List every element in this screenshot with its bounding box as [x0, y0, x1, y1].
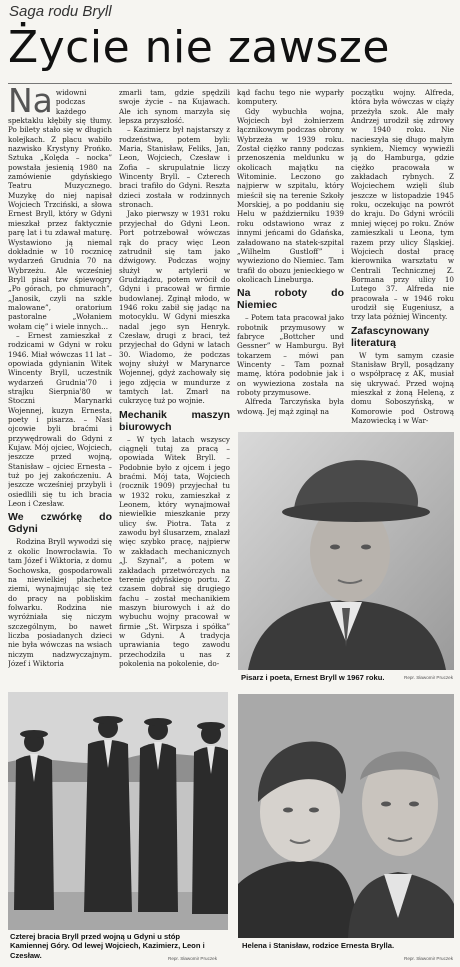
body-paragraph: Gdy wybuchła wojna, Wojciech był żołnierzem łącznikowym podczas obrony Wybrzeża w 1939 roku. Został ciężko ranny podczas przenoszenia meldunku w okolicach majątku na Witominie. Leczono go najpierw w szpitalu, który mieścił się na terenie Szkoły Morskiej, a po poddaniu się Helu w październiku 1939 roku odstawiono wraz z innymi jeńcami do Gdańska, załadowano na statek-szpital „Wilhelm Gustloff” i wywieziono do Niemiec. Tam trafił do obozu jenieckiego w okolicach Lineburga.: [237, 106, 344, 284]
body-paragraph: początku wojny. Alfreda, która była wówczas w ciąży przeżyła szok. Ale mały Andrzej urodził się zdrowy w 1940 roku. Nie nacieszyła się długo małym synkiem, Niemcy wywieźli ją do Hamburga, gdzie ciężko pracowała w zakładach rybnych. Z Wojciechem wzięli ślub jeszcze w listopadzie 1945 roku, oczekując na powrót do kraju. Do Gdyni wrócili mniej więcej po roku. Znów zamieszkali u Leona, tym razem przy ulicy Śląskiej. Wojciech dostał pracę kierownika warsztatu w Centrali Technicznej Z. Bormana przy ulicy 10 Lutego 37. Alfreda nie pracowała – w 1946 roku urodził się Eugeniusz, a trzy lata później Wincenty.: [351, 88, 454, 322]
subheading: Zafascynowany literaturą: [351, 324, 430, 349]
portrait-image: [238, 432, 454, 670]
body-paragraph: – Ernest zamieszkał z rodzicami w Gdyni w roku 1946. Miał wówczas 11 lat – opowiada gdynianin Witek Wincenty Bryll, uczestnik wydarzeń Grudnia'70 i strajku Sierpnia'80 w Stoczni Marynarki Wojennej, kuzyn Ernesta, poety i pisarza. – Nasi ojcowie byli braćmi i przywędrowali do Gdyni z Kujaw. Mój ojciec, Wojciech, jeszcze przed wojną, Stanisław – ojciec Ernesta – tuż po jej zakończeniu. A jeszcze wcześniej przybyli i osiedlili się tu ich bracia Leon i Czesław.: [8, 330, 112, 509]
article-column-3: [237, 88, 344, 428]
portrait-photo: [238, 432, 454, 670]
parents-photo: [238, 694, 454, 938]
lead-text: widowni podczas każdego spektaklu kłębiły się tłumy. Po bilety stało się w długich kolejkach. Z placu wabiło nazwisko Krystyny Prońko. Sztuka „Kolęda – nocka” powstała jesienią 1980 na zamówienie gdyńskiego Teatru Muzycznego. Muzykę do niej napisał Wojciech Trzciński, a słowa Ernest Bryll, który w Gdyni mieszkał przez faktycznie parę lat i tu zdawał maturę. Wystawiono ją niemal dokładnie w 10 rocznicę wydarzeń Grudnia 70 na Wybrzeżu. Ale wcześniej Bryll pisał tzw śpiewogry „Po górach, po chmurach”, „Janosik, czyli na szkle malowane”, oratorium pastoralne „Wołaniem wołam cię” i wiele innych...: [8, 88, 112, 331]
body-paragraph: – Kazimierz był najstarszy z rodzeństwa, potem byli: Maria, Stanisław, Feliks, Jan, Leon, Wojciech, Czesław i Zofia – skrupulatnie liczy Wincenty Bryll. – Czterech braci trafiło do Gdyni. Reszta dzieci została w rodzinnych stronach.: [119, 125, 230, 210]
brothers-photo: [8, 692, 228, 930]
body-paragraph: Jako pierwszy w 1931 roku przyjechał do Gdyni Leon. Port potrzebował wówczas rąk do pracy więc Leon zatrudnił się tam jako dźwigowy. Podczas wojny służył w artylerii w Grudziądzu, potem wrócił do Gdyni i pracował w firmie budowlanej. Zginął młodo, w 1946 roku zabił się jadąc na motocyklu. W Gdyni mieszka nadal jego syn Henryk. Czesław, drugi z braci, też przyjechał do Gdyni w latach 30. Wiadomo, że podczas wojny służył w Marynarce Wojennej, gdyż zachowały się jego zdjęcia w mundurze z tamtych lat. Zmarł na cukrzycę tuż po wojnie.: [119, 209, 230, 406]
parents-credit: Repr. Sławomir Pruczek: [404, 956, 454, 961]
subheading: Na roboty do Niemiec: [237, 287, 344, 312]
brothers-image: [8, 692, 228, 930]
body-paragraph: Alfreda Tarczyńska była wdową. Jej mąż zginął na: [237, 397, 344, 416]
article-column-4: [351, 88, 454, 428]
portrait-caption: Pisarz i poeta, Ernest Bryll w 1967 roku.: [241, 673, 385, 682]
body-paragraph: – W tych latach wszyscy ciągnęli tutaj za pracą – opowiada Witek Bryll. – Podobnie było z ojcem i jego braćmi. Mój tata, Wojciech (rocznik 1909) przyjechał tu w 1932 roku, zamieszkał z Leonem, który wynajmował niewielkie mieszkanie przy ulicy św. Piotra. Tata z zawodu był ślusarzem, znalazł więc szybko pracę, najpierw w zakładach mechanicznych „J. Szynal”, a potem w zakładach przetwórczych na terenie gdyńskiego portu. Z czasem dobrał się drugiego fachu – został mechanikiem maszyn biurowych i aż do wybuchu wojny pracował w firmie „St. Wirpsza i spółka” w Gdyni. A tradycja uprawiania tego zawodu przechodziła u nas z pokolenia na pokolenie, do-: [119, 434, 230, 668]
parents-image: [238, 694, 454, 938]
brothers-caption: Czterej bracia Bryll przed wojną u Gdyni u stóp Kamiennej Góry. Od lewej Wojciech, Kazimierz, Leon i Czesław.: [10, 932, 205, 960]
article-column-2: [119, 88, 230, 686]
body-paragraph: Rodzina Bryll wywodzi się z okolic Inowrocławia. To tam Józef i Wiktoria, z domu Sochowska, gospodarowali na niewielkiej płachetce ziemi, wynajmując się też do pracy na pobliskim folwarku. Rodzina nie wyróżniała się niczym szczególnym, bo nawet liczba posiadanych dzieci nie była wówczas na wsiach niczym nadzwyczajnym. Józef i Wiktoria: [8, 537, 112, 668]
parents-caption: Helena i Stanisław, rodzice Ernesta Brylla.: [242, 941, 395, 950]
drop-cap: Na: [8, 88, 53, 120]
body-paragraph: W tym samym czasie Stanisław Bryll, posądzany o współpracę z AK, musiał się ukrywać. Przed wojną mieszkał z żoną Heleną, z domu Soboszyńską, w Komorowie pod Ostrową Mazowiecką i w War-: [351, 350, 454, 425]
subheading: Mechanik maszyn biurowych: [119, 408, 230, 433]
brothers-credit: Repr. Sławomir Pruczek: [168, 956, 218, 961]
body-paragraph: kąd fachu tego nie wyparły komputery.: [237, 88, 344, 107]
article-column-1: [8, 88, 112, 686]
article-headline: Życie nie zawsze: [8, 22, 390, 73]
portrait-credit: Repr. Sławomir Pruczek: [404, 675, 454, 680]
headline-rule: [8, 83, 452, 84]
lead-paragraph: [8, 88, 112, 331]
body-paragraph: zmarli tam, gdzie spędzili swoje życie – na Kujawach. Ale ich synom marzyła się lepsza przyszłość.: [119, 88, 230, 126]
body-paragraph: – Potem tata pracował jako robotnik przymusowy w fabryce „Bottcher und Gessner” w Hamburgu. Był tokarzem – mówi pan Wincenty – Tam poznał mamę, która podobnie jak i on wywieziona została na roboty przymusowe.: [237, 313, 344, 397]
subheading: We czwórkę do Gdyni: [8, 511, 112, 536]
section-kicker: Saga rodu Bryll: [9, 3, 112, 20]
